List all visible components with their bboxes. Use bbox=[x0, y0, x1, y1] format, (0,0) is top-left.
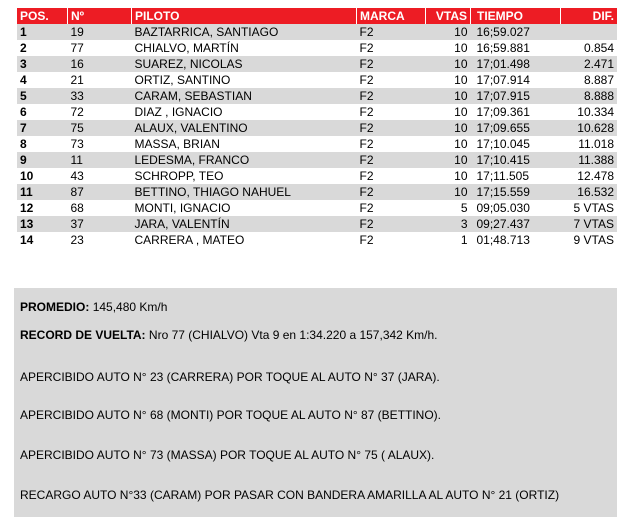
header-pos: POS. bbox=[17, 8, 68, 24]
results-table-body bbox=[17, 24, 617, 248]
cell-dif: 11.018 bbox=[561, 136, 618, 152]
cell-dif: 11.388 bbox=[561, 152, 618, 168]
cell-vtas: 1 bbox=[426, 232, 471, 248]
cell-num: 21 bbox=[68, 72, 132, 88]
cell-vtas: 3 bbox=[426, 216, 471, 232]
cell-piloto: MONTI, IGNACIO bbox=[132, 200, 357, 216]
cell-tiempo: 16;59.881 bbox=[471, 40, 561, 56]
table-row bbox=[17, 232, 617, 248]
cell-dif: 9 VTAS bbox=[561, 232, 618, 248]
cell-pos: 13 bbox=[17, 216, 68, 232]
cell-dif: 7 VTAS bbox=[561, 216, 618, 232]
cell-pos: 5 bbox=[17, 88, 68, 104]
cell-piloto: SUAREZ, NICOLAS bbox=[132, 56, 357, 72]
cell-num: 11 bbox=[68, 152, 132, 168]
cell-dif: 2.471 bbox=[561, 56, 618, 72]
cell-marca: F2 bbox=[357, 88, 426, 104]
table-row bbox=[17, 56, 617, 72]
cell-marca: F2 bbox=[357, 168, 426, 184]
cell-pos: 2 bbox=[17, 40, 68, 56]
cell-vtas: 10 bbox=[426, 136, 471, 152]
cell-tiempo: 17;07.914 bbox=[471, 72, 561, 88]
cell-vtas: 5 bbox=[426, 200, 471, 216]
cell-pos: 1 bbox=[17, 24, 68, 40]
record-label: RECORD DE VUELTA: bbox=[20, 328, 146, 342]
cell-pos: 11 bbox=[17, 184, 68, 200]
cell-piloto: BAZTARRICA, SANTIAGO bbox=[132, 24, 357, 40]
cell-tiempo: 09;27.437 bbox=[471, 216, 561, 232]
cell-marca: F2 bbox=[357, 216, 426, 232]
cell-marca: F2 bbox=[357, 232, 426, 248]
cell-dif: 10.628 bbox=[561, 120, 618, 136]
cell-vtas: 10 bbox=[426, 72, 471, 88]
cell-dif: 8.888 bbox=[561, 88, 618, 104]
cell-dif: 16.532 bbox=[561, 184, 618, 200]
cell-pos: 4 bbox=[17, 72, 68, 88]
header-num: Nº bbox=[68, 8, 132, 24]
cell-dif: 10.334 bbox=[561, 104, 618, 120]
cell-tiempo: 01;48.713 bbox=[471, 232, 561, 248]
cell-marca: F2 bbox=[357, 152, 426, 168]
cell-tiempo: 17;15.559 bbox=[471, 184, 561, 200]
promedio-line bbox=[20, 300, 167, 314]
cell-marca: F2 bbox=[357, 56, 426, 72]
cell-pos: 3 bbox=[17, 56, 68, 72]
cell-marca: F2 bbox=[357, 104, 426, 120]
cell-marca: F2 bbox=[357, 184, 426, 200]
header-marca: MARCA bbox=[357, 8, 426, 24]
cell-piloto: JARA, VALENTÍN bbox=[132, 216, 357, 232]
cell-vtas: 10 bbox=[426, 168, 471, 184]
penalty-note-4: RECARGO AUTO N°33 (CARAM) POR PASAR CON BANDERA AMARILLA AL AUTO N° 21 (ORTIZ) bbox=[20, 488, 560, 502]
table-row bbox=[17, 200, 617, 216]
cell-marca: F2 bbox=[357, 72, 426, 88]
table-row bbox=[17, 216, 617, 232]
cell-vtas: 10 bbox=[426, 88, 471, 104]
cell-num: 37 bbox=[68, 216, 132, 232]
cell-piloto: ALAUX, VALENTINO bbox=[132, 120, 357, 136]
cell-tiempo: 17;09.655 bbox=[471, 120, 561, 136]
cell-pos: 7 bbox=[17, 120, 68, 136]
cell-piloto: LEDESMA, FRANCO bbox=[132, 152, 357, 168]
table-row bbox=[17, 120, 617, 136]
cell-num: 43 bbox=[68, 168, 132, 184]
cell-dif bbox=[561, 24, 618, 40]
table-row bbox=[17, 40, 617, 56]
table-row bbox=[17, 136, 617, 152]
cell-marca: F2 bbox=[357, 200, 426, 216]
cell-num: 16 bbox=[68, 56, 132, 72]
cell-piloto: MASSA, BRIAN bbox=[132, 136, 357, 152]
cell-pos: 6 bbox=[17, 104, 68, 120]
penalty-note-3: APERCIBIDO AUTO N° 73 (MASSA) POR TOQUE AL AUTO N° 75 ( ALAUX). bbox=[20, 448, 435, 462]
cell-pos: 14 bbox=[17, 232, 68, 248]
cell-pos: 12 bbox=[17, 200, 68, 216]
cell-piloto: ORTIZ, SANTINO bbox=[132, 72, 357, 88]
promedio-label: PROMEDIO: bbox=[20, 300, 90, 314]
cell-pos: 8 bbox=[17, 136, 68, 152]
cell-num: 19 bbox=[68, 24, 132, 40]
cell-piloto: BETTINO, THIAGO NAHUEL bbox=[132, 184, 357, 200]
penalty-note-2: APERCIBIDO AUTO N° 68 (MONTI) POR TOQUE AL AUTO N° 87 (BETTINO). bbox=[20, 408, 442, 422]
header-vtas: VTAS bbox=[426, 8, 471, 24]
record-value: Nro 77 (CHIALVO) Vta 9 en 1:34.220 a 157,342 Km/h. bbox=[148, 328, 438, 342]
cell-vtas: 10 bbox=[426, 56, 471, 72]
cell-piloto: SCHROPP, TEO bbox=[132, 168, 357, 184]
table-header-row bbox=[17, 8, 617, 24]
cell-num: 75 bbox=[68, 120, 132, 136]
cell-marca: F2 bbox=[357, 136, 426, 152]
promedio-value: 145,480 Km/h bbox=[92, 300, 168, 314]
cell-vtas: 10 bbox=[426, 184, 471, 200]
table-row bbox=[17, 72, 617, 88]
table-row bbox=[17, 104, 617, 120]
table-row bbox=[17, 24, 617, 40]
table-row bbox=[17, 168, 617, 184]
cell-pos: 10 bbox=[17, 168, 68, 184]
cell-marca: F2 bbox=[357, 120, 426, 136]
cell-tiempo: 17;01.498 bbox=[471, 56, 561, 72]
cell-piloto: CARAM, SEBASTIAN bbox=[132, 88, 357, 104]
penalty-note-1: APERCIBIDO AUTO N° 23 (CARRERA) POR TOQUE AL AUTO N° 37 (JARA). bbox=[20, 370, 440, 384]
cell-vtas: 10 bbox=[426, 120, 471, 136]
cell-piloto: CHIALVO, MARTÍN bbox=[132, 40, 357, 56]
table-row bbox=[17, 88, 617, 104]
cell-piloto: DIAZ , IGNACIO bbox=[132, 104, 357, 120]
cell-tiempo: 09;05.030 bbox=[471, 200, 561, 216]
cell-num: 77 bbox=[68, 40, 132, 56]
cell-dif: 12.478 bbox=[561, 168, 618, 184]
cell-num: 33 bbox=[68, 88, 132, 104]
cell-num: 73 bbox=[68, 136, 132, 152]
record-line bbox=[20, 328, 438, 342]
table-row bbox=[17, 184, 617, 200]
cell-dif: 0.854 bbox=[561, 40, 618, 56]
cell-num: 23 bbox=[68, 232, 132, 248]
header-dif: DIF. bbox=[561, 8, 618, 24]
cell-tiempo: 17;07.915 bbox=[471, 88, 561, 104]
cell-marca: F2 bbox=[357, 24, 426, 40]
cell-tiempo: 17;10.045 bbox=[471, 136, 561, 152]
cell-pos: 9 bbox=[17, 152, 68, 168]
cell-tiempo: 17;09.361 bbox=[471, 104, 561, 120]
cell-vtas: 10 bbox=[426, 152, 471, 168]
cell-tiempo: 17;11.505 bbox=[471, 168, 561, 184]
header-tiempo: TIEMPO bbox=[471, 8, 561, 24]
cell-num: 72 bbox=[68, 104, 132, 120]
results-table bbox=[17, 8, 617, 248]
cell-num: 87 bbox=[68, 184, 132, 200]
table-row bbox=[17, 152, 617, 168]
cell-vtas: 10 bbox=[426, 104, 471, 120]
cell-piloto: CARRERA , MATEO bbox=[132, 232, 357, 248]
cell-tiempo: 17;10.415 bbox=[471, 152, 561, 168]
cell-vtas: 10 bbox=[426, 24, 471, 40]
cell-vtas: 10 bbox=[426, 40, 471, 56]
cell-dif: 5 VTAS bbox=[561, 200, 618, 216]
cell-num: 68 bbox=[68, 200, 132, 216]
header-piloto: PILOTO bbox=[132, 8, 357, 24]
cell-tiempo: 16;59.027 bbox=[471, 24, 561, 40]
race-notes-panel bbox=[14, 288, 617, 517]
cell-dif: 8.887 bbox=[561, 72, 618, 88]
cell-marca: F2 bbox=[357, 40, 426, 56]
